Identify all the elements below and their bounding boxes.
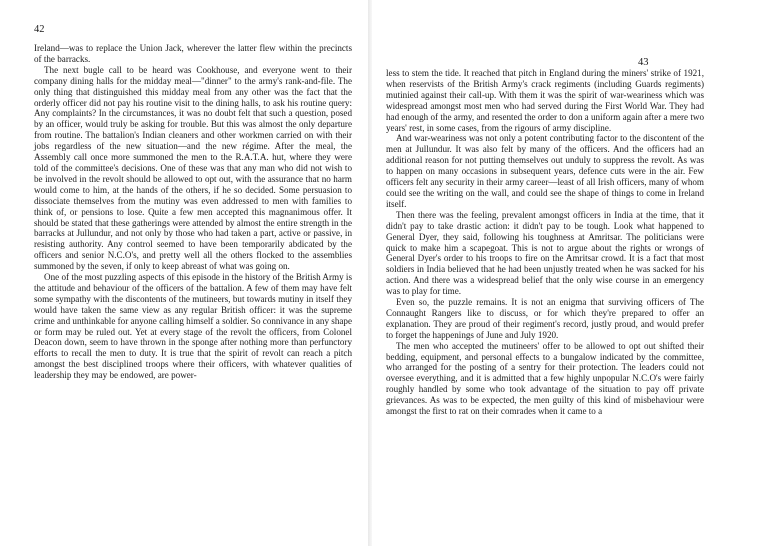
paragraph: Even so, the puzzle remains. It is not an enigma that surviving officers of The Connaught Rangers like to discuss, or for which they're prepared to offer an explanation. They are proud of their regiment's record, justly proud, and would prefer to forget the happenings of June and July 1920.	[386, 297, 704, 340]
page-body	[34, 43, 352, 381]
paragraph: less to stem the tide. It reached that pitch in England during the miners' strike of 1921, when reservists of the British Army's crack regiments (including Guards regiments) mutinied against their call-up. With them it was the spirit of war-weariness which was widespread amongst most men who had served during the First World War. They had had enough of the army, and resented the order to don a uniform again after a mere two years' rest, in some cases, from the rigours of army discipline.	[386, 68, 704, 133]
paragraph: Then there was the feeling, prevalent amongst officers in India at the time, that it didn't pay to take drastic action: it didn't pay to be tough. Look what happened to General Dyer, they said, following his toughness at Amritsar. The politicians were quick to make him a scapegoat. This is not to argue about the rights or wrongs of General Dyer's order to his troops to fire on the Amritsar crowd. It is a fact that most soldiers in India believed that he had been unjustly treated when he was sacked for his action. And there was a widespread belief that the only wise course in an emergency was to play for time.	[386, 209, 704, 297]
paragraph: The next bugle call to be heard was Cookhouse, and everyone went to their company dining halls for the midday meal—"dinner" to the army's rank-and-file. The only thing that distinguished this midday meal from any other was the fact that the orderly officer did not pay his routine visit to the dining halls, to ask his routine query: Any complaints? In the circumstances, it was no doubt felt that such a question, posed by an officer, would truly be asking for trouble. But this was almost the only departure from routine. The battalion's Indian cleaners and other workmen carried on with their jobs regardless of the new situation—and the new régime. After the meal, the Assembly call once more summoned the men to the R.A.T.A. hut, where they were told of the committee's decisions. One of these was that any man who did not wish to be involved in the revolt should be allowed to opt out, with the assurance that no harm would come to him, at the hands of the others, if he so decided. Some persuasion to dissociate themselves from the mutiny was even addressed to men with families to think of, or pensions to lose. Quite a few men accepted this magnanimous offer. It should be stated that these gatherings were attended by almost the entire strength in the barracks at Jullundur, and not only by those who had taken a part, active or passive, in resisting authority. Any control seemed to have been temporarily abdicated by the officers and senior N.C.O's, and pretty well all the others flocked to the assemblies summoned by the seven, if only to keep abreast of what was going on.	[34, 64, 352, 272]
paragraph: And war-weariness was not only a potent contributing factor to the discontent of the men at Jullundur. It was also felt by many of the officers. And the officers had an additional reason for not putting themselves out unduly to suppress the revolt. As was to happen on many occasions in subsequent years, defence cuts were in the air. Few officers felt any security in their army career—least of all Irish officers, many of whom could see the writing on the wall, and could see the shape of things to come in Ireland itself.	[386, 133, 704, 209]
page-body	[386, 68, 704, 417]
paragraph: Ireland—was to replace the Union Jack, wherever the latter flew within the precincts of the barracks.	[34, 43, 352, 64]
page-number: 42	[34, 24, 45, 35]
paragraph: One of the most puzzling aspects of this episode in the history of the British Army is the attitude and behaviour of the officers of the battalion. A few of them may have felt some sympathy with the discontents of the mutineers, but towards mutiny in itself they would have taken the same view as any regular British officer: it was the supreme crime and unthinkable for anyone calling himself a soldier. So connivance in any shape or form may be ruled out. Yet at every stage of the revolt the officers, from Colonel Deacon down, seem to have thrown in the sponge after nothing more than perfunctory efforts to recall the men to duty. It is true that the spirit of revolt can reach a pitch amongst the best disciplined troops where their officers, with whatever qualities of leadership they may be endowed, are power-	[34, 272, 352, 381]
book-gutter	[368, 0, 372, 546]
page-number: 43	[638, 57, 649, 68]
paragraph: The men who accepted the mutineers' offer to be allowed to opt out shifted their bedding, equipment, and personal effects to a bungalow indicated by the committee, who arranged for the posting of a sentry for their protection. The leaders could not oversee everything, and it is admitted that a few highly unpopular N.C.O's were fairly roughly handled by some who took advantage of the situation to pay off private grievances. As was to be expected, the men guilty of this kind of misbehaviour were amongst the first to rat on their comrades when it came to a	[386, 340, 704, 417]
